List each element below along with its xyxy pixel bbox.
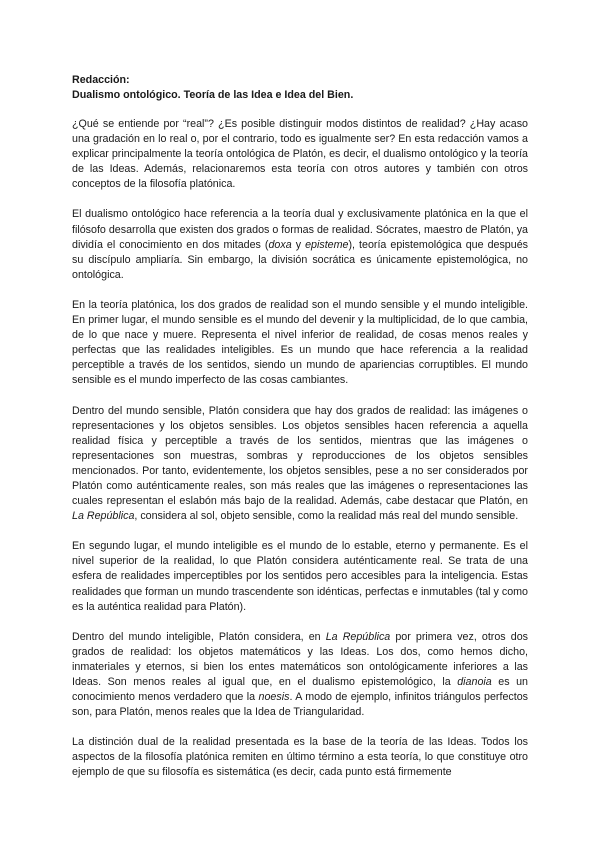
paragraph-6 bbox=[72, 630, 528, 721]
paragraph-4 bbox=[72, 404, 528, 525]
text-span: por primera vez, otros dos grados de realidad: los objetos matemáticos y las Ideas. Los dos, como hemos dicho, inmateriales y eternos, si bien los entes matemáticos son ontológicamente inferiores a las Ideas. Son menos reales al igual que, en el dualismo epistemológico, la bbox=[72, 630, 528, 688]
term-noesis: noesis bbox=[258, 691, 290, 704]
paragraph-1: ¿Qué se entiende por “real”? ¿Es posible distinguir modos distintos de realidad? ¿Hay acaso una gradación en lo real o, por el contrario, todo es igualmente ser? En esta redacción vamos a explicar principalmente la teoría ontológica de Platón, es decir, el dualismo ontológico y la teoría de las Ideas. Además, relacionaremos esta teoría con otros autores y también con otros conceptos de la filosofía platónica. bbox=[72, 118, 528, 191]
paragraph-2 bbox=[72, 207, 528, 282]
paragraph-7: La distinción dual de la realidad presentada es la base de la teoría de las Ideas. Todos los aspectos de la filosofía platónica remiten en último término a esta teoría, lo que constituye otro ejemplo de que su filosofía es sistemática (es decir, cada punto está firmemente bbox=[72, 736, 528, 779]
title-block bbox=[72, 73, 528, 103]
book-title-republica: La República bbox=[325, 630, 391, 643]
term-dianoia: dianoia bbox=[457, 676, 492, 688]
document-body bbox=[72, 73, 528, 780]
text-span: El dualismo ontológico hace referencia a la teoría dual y exclusivamente platónica en la que el filósofo desarrolla que existen dos grados o formas de realidad. Sócrates, maestro de Platón, ya dividía el conocimiento en dos mitades ( bbox=[72, 208, 528, 251]
text-span: y bbox=[291, 238, 306, 251]
term-doxa: doxa bbox=[268, 238, 292, 251]
text-span: ), teoría epistemológica que después su discípulo ampliaría. Sin embargo, la división socrática es únicamente epistemológica, no ontológica. bbox=[72, 238, 528, 281]
heading: Redacción: bbox=[72, 74, 130, 86]
document-title: Dualismo ontológico. Teoría de las Idea e Idea del Bien. bbox=[72, 89, 354, 101]
text-span: es un conocimiento menos verdadero que la bbox=[72, 676, 528, 704]
term-episteme: episteme bbox=[305, 238, 349, 251]
text-span: . A modo de ejemplo, infinitos triángulos perfectos son, para Platón, menos reales que la Idea de Triangularidad. bbox=[72, 691, 528, 719]
text-span: Dentro del mundo sensible, Platón considera que hay dos grados de realidad: las imágenes o representaciones y los objetos sensibles. Los objetos sensibles hacen referencia a aquella realidad física y perceptible a través de los sentidos, mientras que las imágenes o representaciones son muestras, sombras y reproducciones de los objetos sensibles mencionados. Por tanto, evidentemente, los objetos sensibles, pese a no ser considerados por Platón como auténticamente reales, son más reales que las imágenes o representaciones las cuales representan el eslabón más bajo de la realidad. Además, cabe destacar que Platón, en bbox=[72, 404, 528, 508]
paragraph-3: En la teoría platónica, los dos grados de realidad son el mundo sensible y el mundo inteligible. En primer lugar, el mundo sensible es el mundo del devenir y la multiplicidad, de lo que cambia, de lo que nace y muere. Representa el nivel inferior de realidad, de cosas menos reales y perfectas que las realidades inteligibles. Es un mundo que hace referencia a la realidad perceptible a través de los sentidos, siendo un mundo de apariencias corruptibles. El mundo sensible es el mundo imperfecto de las cosas cambiantes. bbox=[72, 298, 528, 387]
text-span: Dentro del mundo inteligible, Platón considera, en bbox=[72, 630, 326, 643]
paragraph-5: En segundo lugar, el mundo inteligible es el mundo de lo estable, eterno y permanente. Es el nivel superior de la realidad, lo que Platón considera auténticamente real. Se trata de una esfera de realidades imperceptibles por los sentidos pero accesibles para la inteligencia. Estas realidades que forman un mundo trascendente son idénticas, perfectas e inmutables (tal y como es la auténtica realidad para Platón). bbox=[72, 540, 528, 613]
book-title-republica: La República bbox=[72, 510, 135, 523]
text-span: , considera al sol, objeto sensible, como la realidad más real del mundo sensible. bbox=[134, 510, 519, 523]
